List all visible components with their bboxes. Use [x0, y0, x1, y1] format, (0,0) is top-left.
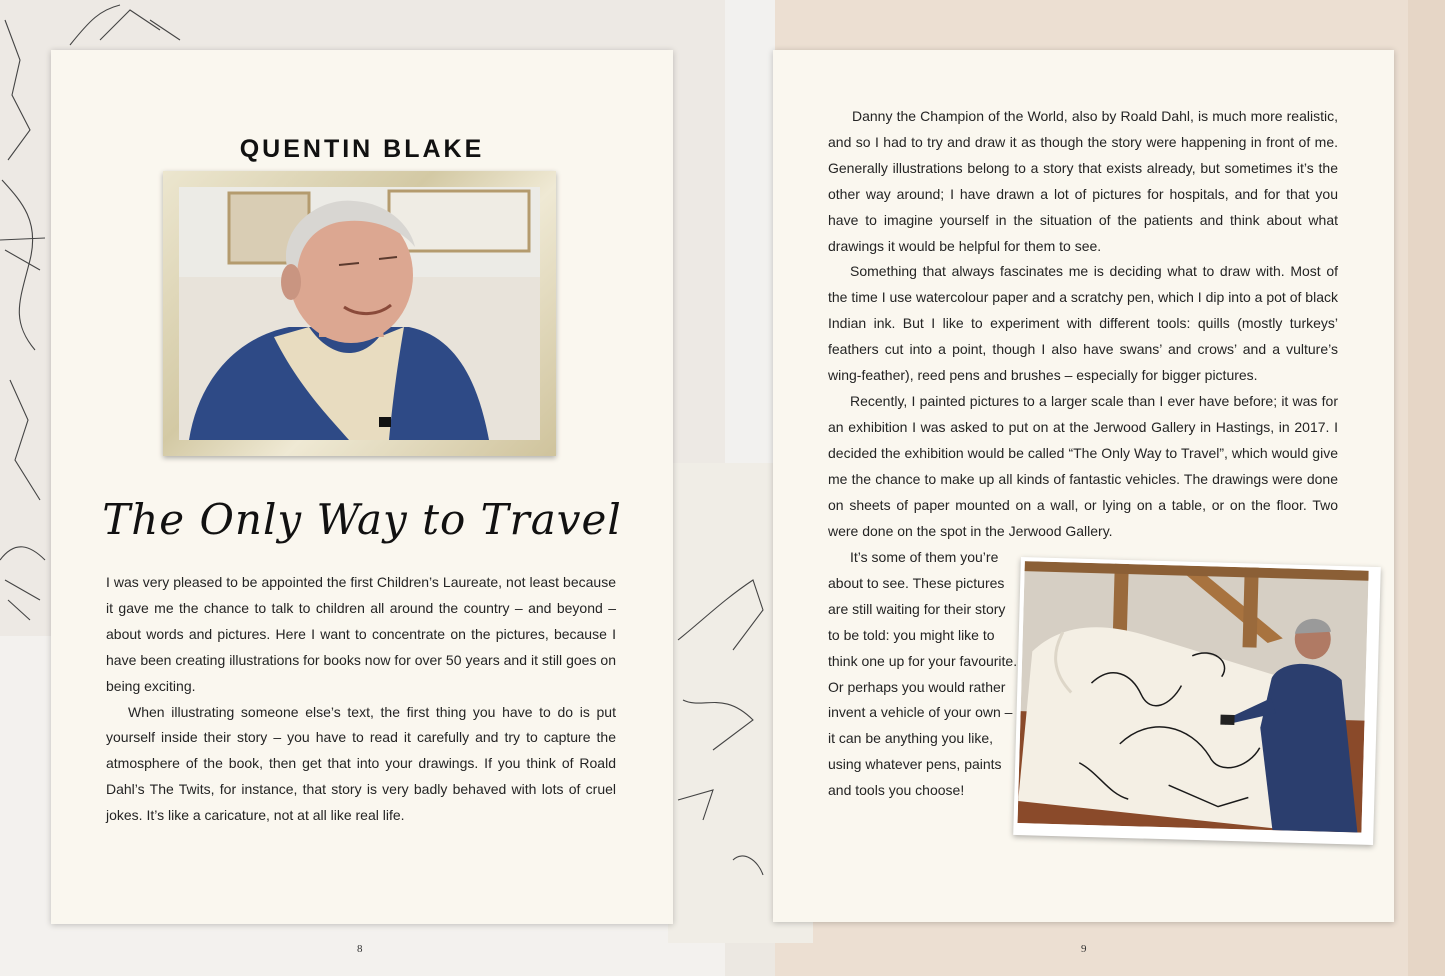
paragraph: Something that always fascinates me is deciding what to draw with. Most of the time I use watercolour paper and a scratchy pen, which I dip into a pot of black Indian ink. But I like to experiment with different tools: quills (mostly turkeys’ feathers cut into a point, though I also have swans’ and crows’ and a vulture’s wing-feather), reed pens and brushes – especially for bigger pictures.	[828, 263, 1338, 384]
page-number-left: 8	[357, 943, 363, 955]
paragraph: When illustrating someone else’s text, the first thing you have to do is put yourself inside their story – you have to read it carefully and try to capture the atmosphere of the book, then get that into your drawings. If you think of Roald Dahl’s The Twits, for instance, that story is very badly behaved with lots of cruel jokes. It’s like a caricature, not at all like real life.	[106, 703, 616, 824]
paragraph: Danny the Champion of the World, also by Roald Dahl, is much more realistic, and so I had to try and draw it as though the story were happening in front of me. Generally illustrations belong to a story that exists already, but sometimes it’s the other way around; I have drawn a lot of pictures for hospitals, and for that you have to imagine yourself in the situation of the patients and think about what drawings it would be helpful for them to see.	[828, 108, 1338, 254]
background-paper-gap	[725, 0, 775, 463]
handwritten-title: The Only Way to Travel	[102, 495, 622, 544]
background-paper-stripe	[1408, 0, 1445, 976]
right-body-text	[828, 104, 1338, 544]
wrap-text-block	[828, 545, 1018, 804]
paragraph: Recently, I painted pictures to a larger scale than I ever have before; it was for an exhibition I was asked to put on at the Jerwood Gallery in Hastings, in 2017. I decided the exhibition would be called “The Only Way to Travel”, which would give me the chance to make up all kinds of fantastic vehicles. The drawings were done on sheets of paper mounted on a wall, or lying on a table, or on the floor. Two were done on the spot in the Jerwood Gallery.	[828, 392, 1338, 539]
paragraph: It’s some of them you’re about to see. These pictures are still waiting for their story to be told: you might like to think one up for your favourite. Or perhaps you would rather invent a vehicle of your own – it can be anything you like, using whatever pens, paints and tools you choose!	[828, 549, 1018, 799]
page-number-right: 9	[1081, 943, 1087, 955]
author-name: QUENTIN BLAKE	[239, 135, 485, 163]
right-page	[773, 50, 1394, 922]
author-portrait-photo	[179, 187, 540, 440]
portrait-frame	[163, 171, 556, 456]
left-body-text	[106, 570, 616, 829]
left-page	[51, 50, 673, 924]
paragraph: I was very pleased to be appointed the first Children’s Laureate, not least because it gave me the chance to talk to children all around the country – and beyond – about words and pictures. Here I want to concentrate on the pictures, because I have been creating illustrations for books now for over 50 years and it still goes on being exciting.	[106, 574, 616, 694]
artist-at-work-photo	[1013, 557, 1381, 845]
